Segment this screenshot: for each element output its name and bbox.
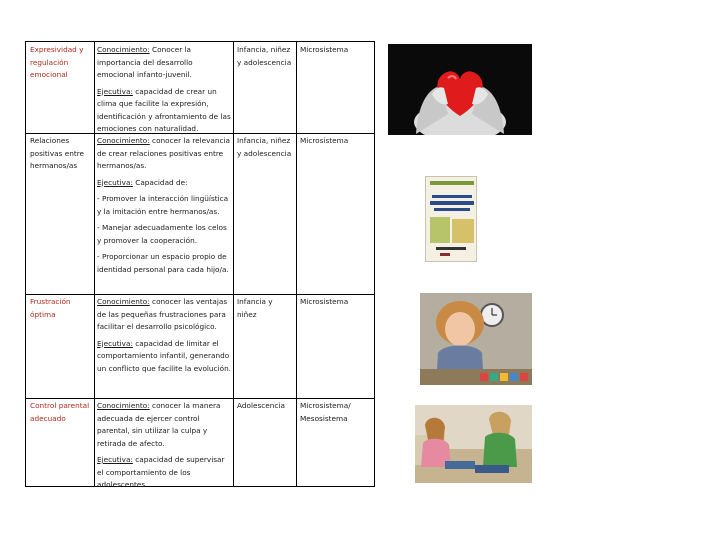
- area-cell: Expresividad y regulación emocional: [30, 45, 84, 79]
- executive-label: Ejecutiva:: [97, 338, 133, 348]
- knowledge-text: conocer las ventajas de las pequeñas frustraciones para facilitar el desarrollo psicológico.: [97, 297, 228, 331]
- row-divider: [26, 398, 374, 399]
- bullet-paragraph: - Proporcionar un espacio propio de identidad personal para cada hijo/a.: [97, 252, 229, 274]
- knowledge-paragraph: [97, 135, 231, 173]
- knowledge-paragraph: [97, 400, 231, 450]
- executive-label: Ejecutiva:: [97, 177, 133, 187]
- executive-text: capacidad de supervisar el comportamiento de los adolescentes.: [97, 455, 225, 489]
- executive-paragraph: [97, 454, 231, 492]
- executive-label: Ejecutiva:: [97, 455, 133, 464]
- knowledge-text: conocer la manera adecuada de ejercer control parental, sin utilizar la culpa y retirada de afecto.: [97, 401, 221, 448]
- age-cell: Infancia, niñez y adolescencia: [237, 45, 292, 67]
- frustrated-child-photo: [420, 293, 532, 385]
- age-cell: Infancia, niñez y adolescencia: [237, 136, 292, 158]
- mother-daughter-photo: [415, 405, 532, 483]
- column-divider: [233, 42, 234, 486]
- age-cell: Infancia y niñez: [237, 297, 273, 319]
- book-cover-photo: [425, 176, 477, 262]
- system-cell: Microsistema/ Mesosistema: [300, 401, 351, 423]
- knowledge-text: Conocer la importancia del desarrollo emocional infanto-juvenil.: [97, 45, 193, 79]
- executive-text: capacidad de crear un clima que facilite la expresión, identificación y afrontamiento de las emociones con naturalidad.: [97, 86, 231, 133]
- executive-paragraph: [97, 177, 231, 190]
- knowledge-label: Conocimiento:: [97, 45, 150, 54]
- executive-text: capacidad de limitar el comportamiento infantil, generando un conflicto que facilite la evolución.: [97, 338, 232, 373]
- knowledge-paragraph: [97, 296, 231, 334]
- frustrated-child-illustration: [420, 293, 532, 385]
- area-cell: Control parental adecuado: [30, 401, 90, 423]
- system-cell: Microsistema: [300, 297, 349, 306]
- description-cell: [97, 44, 231, 140]
- area-cell: Frustración óptima: [30, 297, 71, 319]
- executive-paragraph: [97, 86, 231, 136]
- hands-heart-photo: [388, 44, 532, 135]
- mother-daughter-illustration: [415, 405, 532, 483]
- description-cell: [97, 296, 231, 379]
- knowledge-label: Conocimiento:: [97, 401, 150, 410]
- bullet-paragraph: - Promover la interacción lingüística y la imitación entre hermanos/as.: [97, 194, 229, 216]
- hands-heart-illustration: [388, 44, 532, 135]
- knowledge-text: conocer la relevancia de crear relaciones positivas entre hermanos/as.: [97, 136, 231, 170]
- competencies-table: [25, 41, 375, 487]
- executive-label: Ejecutiva:: [97, 86, 133, 96]
- knowledge-label: Conocimiento:: [97, 136, 150, 145]
- system-cell: Microsistema: [300, 45, 349, 54]
- age-cell: Adolescencia: [237, 401, 285, 410]
- column-divider: [94, 42, 95, 486]
- book-cover-illustration: [426, 177, 477, 262]
- row-divider: [26, 294, 374, 295]
- system-cell: Microsistema: [300, 136, 349, 145]
- knowledge-label: Conocimiento:: [97, 297, 150, 306]
- description-cell: [97, 400, 231, 496]
- bullet-paragraph: - Manejar adecuadamente los celos y promover la cooperación.: [97, 223, 227, 245]
- executive-text: Capacidad de:: [132, 177, 188, 187]
- column-divider: [296, 42, 297, 486]
- area-cell: Relaciones positivas entre hermanos/as: [30, 136, 85, 170]
- description-cell: [97, 135, 231, 280]
- knowledge-paragraph: [97, 44, 231, 82]
- executive-paragraph: [97, 338, 231, 376]
